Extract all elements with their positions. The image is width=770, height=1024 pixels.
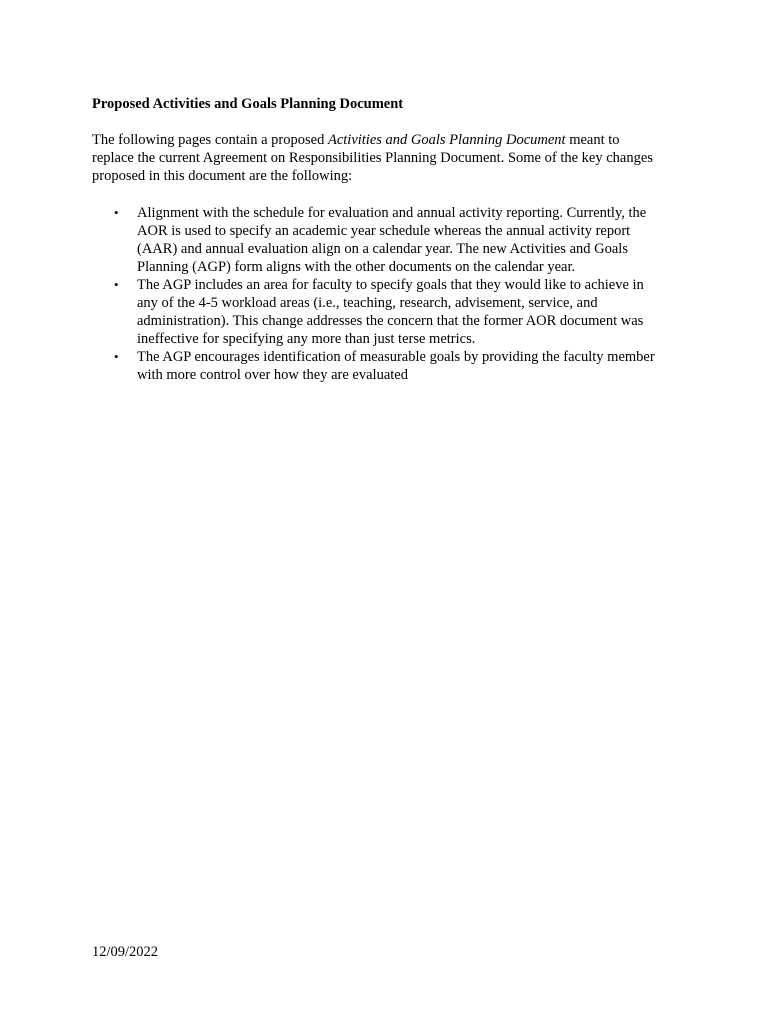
list-item-line: any of the 4-5 workload areas (i.e., teaching, research, advisement, service, and (137, 295, 598, 311)
list-item-line: (AAR) and annual evaluation align on a calendar year. The new Activities and Goals (137, 241, 628, 257)
intro-paragraph (92, 131, 692, 185)
list-item-line: The AGP encourages identification of measurable goals by providing the faculty member (137, 349, 655, 365)
footer-date: 12/09/2022 (92, 944, 159, 960)
intro-line-1-tail: meant to (565, 132, 620, 148)
intro-document-name: Activities and Goals Planning Document (327, 132, 566, 148)
document-title: Proposed Activities and Goals Planning Document (92, 96, 404, 112)
list-item (114, 276, 714, 348)
intro-line-1-text: The following pages contain a proposed (92, 132, 328, 148)
key-changes-list (114, 204, 714, 384)
bullet-icon: • (114, 349, 119, 364)
list-item (114, 204, 714, 276)
list-item-line: ineffective for specifying any more than just terse metrics. (137, 331, 476, 347)
list-item-line: The AGP includes an area for faculty to specify goals that they would like to achieve in (137, 277, 644, 293)
intro-line-3: proposed in this document are the following: (92, 168, 353, 184)
list-item-line: with more control over how they are evaluated (137, 367, 408, 383)
intro-line-2: replace the current Agreement on Responsibilities Planning Document. Some of the key changes (92, 150, 653, 166)
list-item-line: Alignment with the schedule for evaluation and annual activity reporting. Currently, the (137, 205, 647, 221)
list-item (114, 348, 714, 384)
list-item-line: administration). This change addresses the concern that the former AOR document was (137, 313, 644, 329)
list-item-line: Planning (AGP) form aligns with the other documents on the calendar year. (137, 259, 576, 275)
bullet-icon: • (114, 277, 119, 292)
list-item-line: AOR is used to specify an academic year schedule whereas the annual activity report (137, 223, 631, 239)
bullet-icon: • (114, 205, 119, 220)
intro-line-1 (92, 131, 692, 149)
